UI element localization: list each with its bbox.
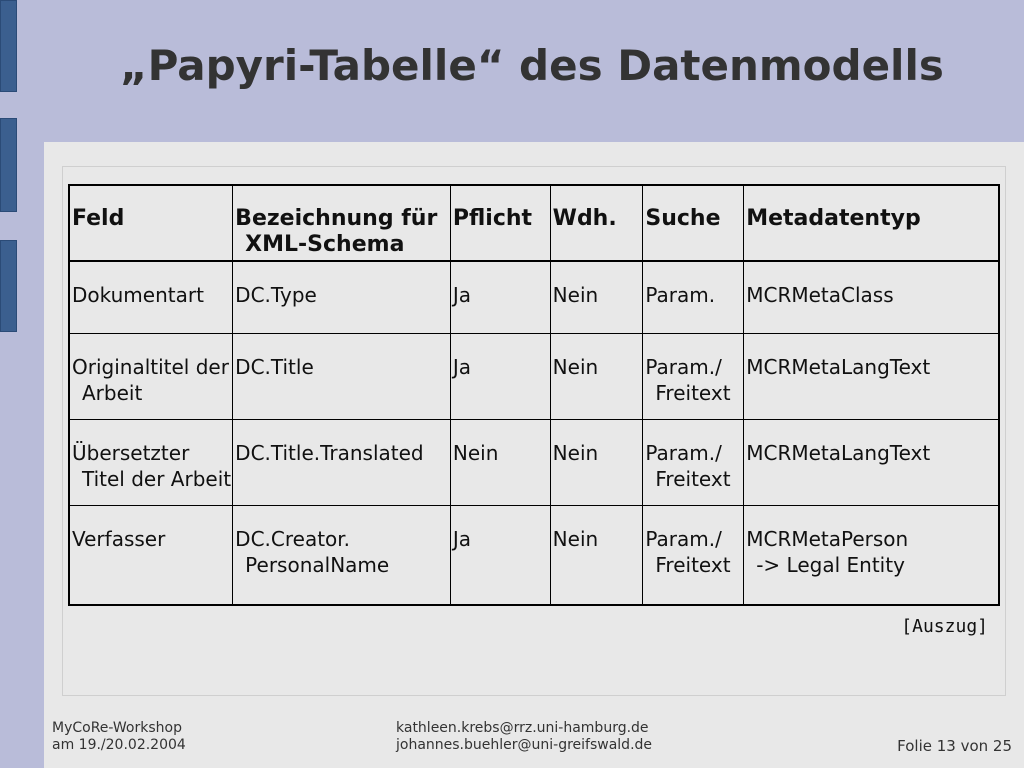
- cell-pflicht: Ja: [450, 261, 550, 333]
- slide-title: „Papyri-Tabelle“ des Datenmodells: [120, 41, 944, 90]
- header-metadatentyp: Metadatentyp: [744, 185, 999, 261]
- cell-bezeichnung: [233, 333, 451, 419]
- cell-line: Übersetzter: [72, 440, 190, 465]
- table-row: [69, 505, 999, 605]
- cell-line: Arbeit: [82, 380, 143, 405]
- slide-number: Folie 13 von 25: [897, 737, 1012, 755]
- cell-metadatentyp: [744, 419, 999, 505]
- table-row: [69, 261, 999, 333]
- cell-line: Freitext: [655, 466, 731, 491]
- cell-line: Verfasser: [72, 526, 166, 551]
- papyri-table: [68, 184, 1000, 606]
- cell-line: DC.Type: [235, 283, 317, 307]
- cell-wdh: Nein: [550, 505, 643, 605]
- footer-email: johannes.buehler@uni-greifswald.de: [396, 737, 653, 753]
- cell-line: Dokumentart: [72, 283, 204, 307]
- cell-line: Titel der Arbeit: [82, 466, 232, 491]
- table-row: [69, 419, 999, 505]
- cell-metadatentyp: [744, 333, 999, 419]
- footer-emails: [396, 720, 652, 754]
- accent-bar: [0, 118, 17, 212]
- cell-line: Freitext: [655, 552, 731, 577]
- cell-line: Param./: [645, 526, 722, 551]
- cell-line: Freitext: [655, 380, 731, 405]
- footer-workshop-line: am 19./20.02.2004: [52, 737, 186, 753]
- header-bezeichnung-line: Bezeichnung für: [235, 206, 438, 231]
- cell-pflicht: Ja: [450, 333, 550, 419]
- cell-line: MCRMetaLangText: [746, 440, 931, 465]
- header-wdh: Wdh.: [550, 185, 643, 261]
- left-decoration: [0, 0, 44, 768]
- header-feld: Feld: [69, 185, 233, 261]
- cell-suche: [643, 419, 744, 505]
- table-header-row: [69, 185, 999, 261]
- cell-suche: [643, 261, 744, 333]
- cell-wdh: Nein: [550, 333, 643, 419]
- cell-metadatentyp: [744, 261, 999, 333]
- cell-line: DC.Title: [235, 354, 314, 379]
- cell-line: Param./: [645, 440, 722, 465]
- table-row: [69, 333, 999, 419]
- cell-metadatentyp: [744, 505, 999, 605]
- footer-email: kathleen.krebs@rrz.uni-hamburg.de: [396, 720, 649, 736]
- cell-line: DC.Creator.: [235, 526, 351, 551]
- footer-workshop: [52, 720, 186, 754]
- header-bezeichnung: [233, 185, 451, 261]
- cell-bezeichnung: [233, 505, 451, 605]
- accent-bar: [0, 0, 17, 92]
- cell-bezeichnung: [233, 261, 451, 333]
- cell-line: MCRMetaClass: [746, 283, 894, 307]
- accent-bar: [0, 240, 17, 332]
- cell-line: MCRMetaPerson: [746, 526, 909, 551]
- cell-line: PersonalName: [245, 552, 390, 577]
- cell-feld: [69, 419, 233, 505]
- footer-workshop-line: MyCoRe-Workshop: [52, 720, 182, 736]
- cell-line: DC.Title.Translated: [235, 440, 424, 465]
- cell-line: MCRMetaLangText: [746, 354, 931, 379]
- header-pflicht: Pflicht: [450, 185, 550, 261]
- header-suche: Suche: [643, 185, 744, 261]
- cell-suche: [643, 505, 744, 605]
- cell-feld: [69, 261, 233, 333]
- cell-line: Param./: [645, 354, 722, 379]
- cell-pflicht: Nein: [450, 419, 550, 505]
- cell-bezeichnung: [233, 419, 451, 505]
- cell-line: Param.: [645, 283, 716, 307]
- cell-feld: [69, 333, 233, 419]
- cell-wdh: Nein: [550, 419, 643, 505]
- cell-wdh: Nein: [550, 261, 643, 333]
- cell-line: Originaltitel der: [72, 354, 229, 379]
- cell-pflicht: Ja: [450, 505, 550, 605]
- cell-line: -> Legal Entity: [756, 552, 905, 577]
- header-bezeichnung-line: XML-Schema: [245, 232, 405, 257]
- excerpt-note: [Auszug]: [901, 616, 988, 637]
- cell-feld: [69, 505, 233, 605]
- cell-suche: [643, 333, 744, 419]
